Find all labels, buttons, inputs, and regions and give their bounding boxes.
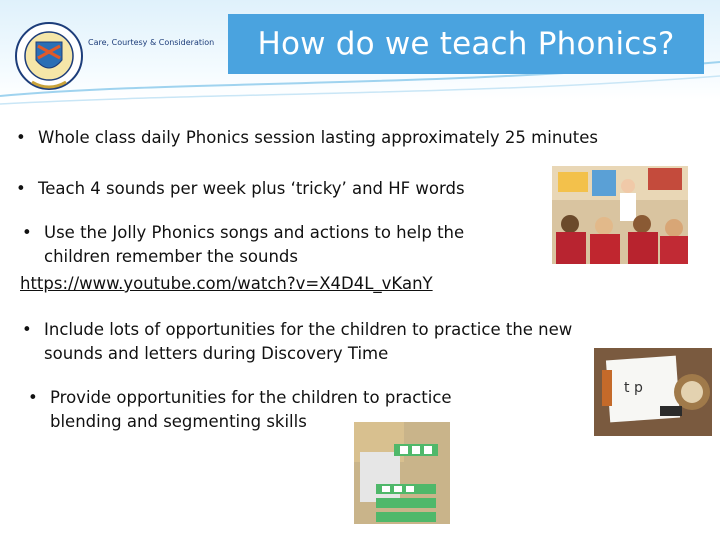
bullet-item (16, 177, 538, 201)
youtube-link[interactable]: https://www.youtube.com/watch?v=X4D4L_vKanY (20, 274, 433, 293)
bullet-dot: • (22, 320, 32, 339)
bullet-dot: • (16, 128, 26, 147)
bullet-item (16, 126, 698, 150)
classroom-photo (552, 166, 688, 264)
bullet-text-line1: Use the Jolly Phonics songs and actions to help the (44, 223, 465, 242)
bullet-item (22, 318, 664, 366)
page-title: How do we teach Phonics? (257, 26, 675, 62)
bullet-item (22, 221, 544, 269)
bullet-dot: • (22, 223, 32, 242)
bullet-text-line2: blending and segmenting skills (50, 412, 307, 431)
bullet-text: Whole class daily Phonics session lasting approximately 25 minutes (38, 128, 598, 147)
bullet-dot: • (16, 179, 26, 198)
blending-activity-photo (354, 422, 450, 524)
school-motto: Care, Courtesy & Consideration (88, 38, 215, 47)
bullet-dot: • (28, 388, 38, 407)
bullet-text-line1: Include lots of opportunities for the children to practice the new (44, 320, 573, 339)
bullet-text: Teach 4 sounds per week plus ‘tricky’ and HF words (38, 179, 465, 198)
bullet-text-line1: Provide opportunities for the children to practice (50, 388, 452, 407)
bullet-text-line2: sounds and letters during Discovery Time (44, 344, 389, 363)
discovery-time-photo (594, 348, 712, 436)
bullet-text-line2: children remember the sounds (44, 247, 298, 266)
svg-text:t p: t p (624, 380, 643, 396)
